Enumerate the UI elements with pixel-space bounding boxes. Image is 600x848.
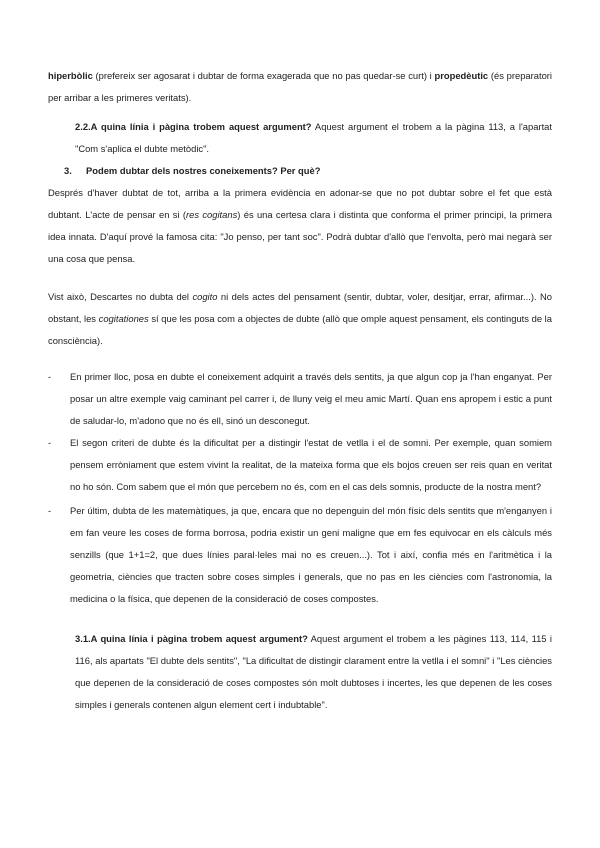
section-2-2: 2.2.A quina línia i pàgina trobem aquest argument? Aquest argument el trobem a la pàgina 113, a l'apartat "Com s'aplica el dubte metòdic". [75, 121, 552, 154]
bullet-item [48, 432, 552, 498]
bullet-item [48, 366, 552, 432]
question-heading: A quina línia i pàgina trobem aquest argument? [90, 633, 308, 644]
section-number: 2.2. [75, 121, 91, 132]
section-number: 3. [64, 165, 72, 176]
bullet-dash: - [48, 371, 52, 382]
bullet-text: El segon criteri de dubte és la dificultat per a distingir l'estat de vetlla i el de somni. Per exemple, quan somiem pensem erròniament que estem vivint la realitat, de la mateixa forma que els bojos creuen ser reis quan en veritat no ho són. Com sabem que el món que percebem no és, com en el cas dels somnis, producte de la nostra ment? [70, 437, 552, 492]
term-hiperbolic: hiperbòlic [48, 70, 93, 81]
bullet-dash: - [48, 505, 52, 516]
paragraph-cogitationes: Vist això, Descartes no dubta del cogito ni dels actes del pensament (sentir, dubtar, voler, desitjar, errar, afirmar...). No obstant, les cogitationes sí que les posa com a objectes de dubte (allò que omple aquest pensament, els continguts de la consciència). [48, 291, 552, 346]
bullet-item [48, 500, 552, 610]
paragraph-intro: hiperbòlic (prefereix ser agosarat i dubtar de forma exagerada que no pas quedar-se curt) i propedèutic (és preparatori per arribar a les primeres veritats). [48, 70, 552, 103]
section-number: 3.1. [75, 633, 91, 644]
bullet-dash: - [48, 437, 52, 448]
section-3-heading [64, 160, 552, 182]
term-propedeutic: propedèutic [434, 70, 489, 81]
bullet-text: Per últim, dubta de les matemàtiques, ja que, encara que no depenguin del món físic dels sentits que m'enganyen i em fan veure les coses de forma borrosa, podria existir un geni maligne que em fes equivocar en els càlculs més senzills (que 1+1=2, que dues línies paral·leles mai no es creuen...). Tot i així, confia més en l'aritmètica i la geometria, ciències que tracten sobre coses simples i generals, que no pas en les ciències com l'astronomia, la medicina o la física, que depenen de la consideració de coses compostes. [70, 505, 552, 604]
paragraph-cogito: Després d'haver dubtat de tot, arriba a la primera evidència en adonar-se que no pot dubtar sobre el fet que està dubtant. L'acte de pensar en si (res cogitans) és una certesa clara i distinta que conforma el primer principi, la primera idea innata. D'aquí prové la famosa cita: "Jo penso, per tant soc". Podrà dubtar d'allò que l'envolta, però mai negarà ser una cosa que pensa. [48, 187, 553, 264]
question-heading: A quina línia i pàgina trobem aquest argument? [90, 121, 312, 132]
bullet-text: En primer lloc, posa en dubte el coneixement adquirit a través dels sentits, ja que algun cop ja l'han enganyat. Per posar un altre exemple vaig caminant pel carrer i, de lluny veig el meu amic Martí. Quan ens apropem i estic a punt de saludar-lo, m'adono que no és ell, sinó un desconegut. [70, 371, 552, 426]
section-title: Podem dubtar dels nostres coneixements? Per què? [86, 165, 321, 176]
section-3-1: 3.1.A quina línia i pàgina trobem aquest argument? Aquest argument el trobem a les pàgines 113, 114, 115 i 116, als apartats "El dubte dels sentits", "La dificultat de distingir clarament entre la vetlla i el somni" i "Les ciències que depenen de la consideració de coses compostes són molt dubtoses i incertes, les que depenen de les coses simples i generals contenen algun element cert i indubtable". [75, 633, 552, 710]
